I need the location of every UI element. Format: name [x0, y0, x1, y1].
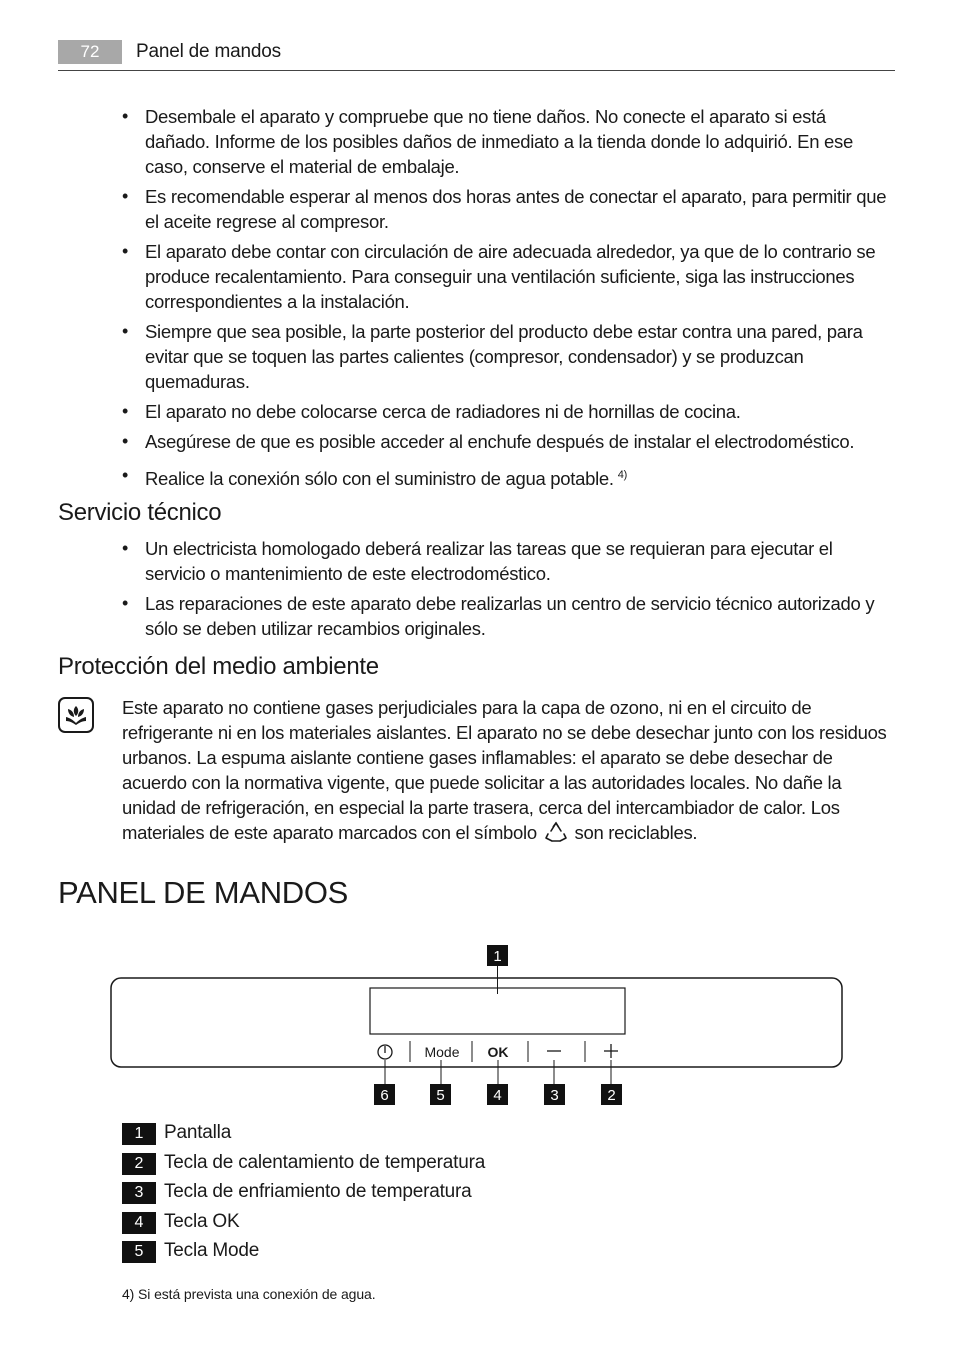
list-item: • El aparato debe contar con circulación de aire adecuada alrededor, ya que de lo contrario se produce recalentamiento. Para conseguir una ventilación suficiente, siga las instrucciones correspondientes a la instalación. [122, 241, 876, 312]
callout-number: 6 [380, 1087, 389, 1104]
legend-number: 3 [122, 1182, 156, 1204]
control-panel-diagram [0, 940, 954, 1110]
section-title: PANEL DE MANDOS [58, 875, 349, 910]
list-item: • El aparato no debe colocarse cerca de radiadores ni de hornillas de cocina. [122, 401, 741, 422]
legend-number: 1 [122, 1123, 156, 1145]
callout-number: 2 [607, 1087, 616, 1104]
running-title: Panel de mandos [136, 41, 281, 62]
legend-number: 5 [122, 1241, 156, 1263]
legend-label: Tecla de enfriamiento de temperatura [164, 1181, 472, 1203]
environment-paragraph: Este aparato no contiene gases perjudiciales para la capa de ozono, ni en el circuito de refrigerante ni en los materiales aislantes. El aparato no se debe desechar junto con los residuos urbanos. La espuma aislante contiene gases inflamables: el aparato se debe desechar de acuerdo con la normativa vigente, que puede solicitar a las autoridades locales. No dañe la unidad de refrigeración, en especial la parte trasera, cerca del intercambiador de calor. Los materiales de este aparato marcados con el símbolo son reciclables. [122, 697, 887, 843]
list-item: • Asegúrese de que es posible acceder al enchufe después de instalar el electrodoméstico. [122, 431, 855, 452]
callout-number: 5 [436, 1087, 445, 1104]
mode-button[interactable]: Mode [424, 1044, 460, 1060]
list-item: • Desembale el aparato y compruebe que no tiene daños. No conecte el aparato si está dañado. Informe de los posibles daños de inmediato a la tienda donde lo adquirió. En ese caso, conserve el material de embalaje. [122, 106, 853, 177]
plus-button[interactable] [604, 1044, 618, 1058]
list-item: • Es recomendable esperar al menos dos horas antes de conectar el aparato, para permitir que el aceite regrese al compresor. [122, 186, 887, 232]
legend-label: Tecla de calentamiento de temperatura [164, 1151, 486, 1173]
list-item: • Un electricista homologado deberá realizar las tareas que se requieran para ejecutar el servicio o mantenimiento de este electrodoméstico. [122, 538, 833, 584]
list-item: • Las reparaciones de este aparato debe realizarlas un centro de servicio técnico autorizado y sólo se deben utilizar recambios originales. [122, 593, 875, 639]
list-item: • Realice la conexión sólo con el suministro de agua potable. $^{4)}$ [122, 465, 627, 490]
install-bullet-list [120, 104, 895, 491]
callout-number: 4 [493, 1087, 502, 1104]
service-heading: Servicio técnico [58, 499, 222, 526]
environment-icon [58, 697, 94, 733]
legend-label: Pantalla [164, 1122, 232, 1143]
legend-label: Tecla OK [164, 1210, 240, 1232]
recycle-icon [544, 821, 568, 843]
list-item: • Siempre que sea posible, la parte posterior del producto debe estar contra una pared, para evitar que se toquen las partes calientes (compresor, condensador) y se produzcan quemaduras. [122, 321, 863, 392]
ok-button[interactable]: OK [487, 1044, 509, 1060]
callout-number: 3 [550, 1087, 559, 1104]
power-button[interactable] [378, 1045, 392, 1059]
environment-heading: Protección del medio ambiente [58, 653, 379, 680]
service-bullet-list [120, 536, 895, 641]
page-number: 72 [58, 40, 122, 64]
legend-number: 4 [122, 1212, 156, 1234]
callout-number: 1 [493, 948, 502, 965]
legend-label: Tecla Mode [164, 1240, 260, 1262]
footnote: 4) Si está prevista una conexión de agua. [122, 1286, 376, 1302]
footnote-ref: 4) [617, 469, 627, 481]
legend-number: 2 [122, 1153, 156, 1175]
page-header [58, 40, 895, 71]
display-window [370, 988, 625, 1034]
control-panel [111, 978, 842, 1067]
